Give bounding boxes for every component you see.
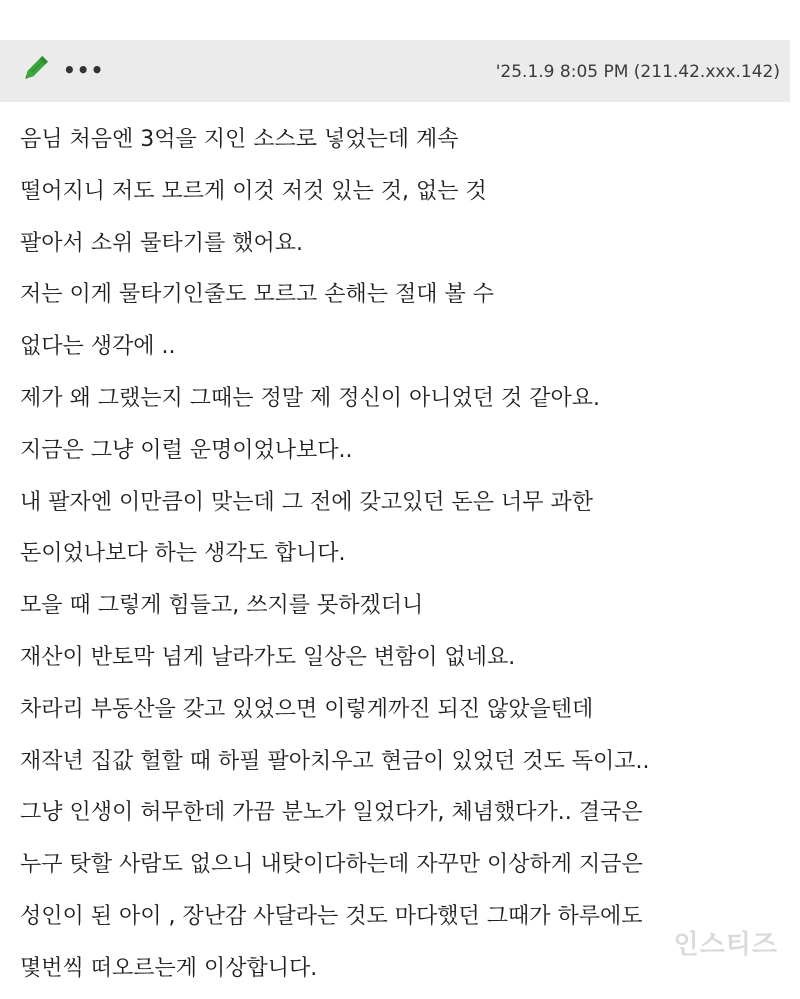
post-line: 돈이었나보다 하는 생각도 합니다. (20, 541, 346, 567)
post-line: 음님 처음엔 3억을 지인 소스로 넣었는데 계속 (20, 127, 459, 152)
more-options-button[interactable]: ••• (63, 58, 105, 82)
post-line: 없다는 생각에 .. (20, 334, 176, 360)
post-line: 내 팔자엔 이만큼이 맞는데 그 전에 갖고있던 돈은 너무 과한 (20, 489, 593, 515)
post-line: 성인이 된 아이 , 장난감 사달라는 것도 마다했던 그때가 하루에도 (20, 903, 643, 929)
post-line: 재작년 집값 헐할 때 하필 팔아치우고 현금이 있었던 것도 독이고.. (20, 748, 650, 774)
post-line: 그냥 인생이 허무한데 가끔 분노가 일었다가, 체념했다가.. 결국은 (20, 800, 643, 826)
top-spacer (0, 0, 800, 40)
pencil-icon[interactable] (18, 50, 54, 86)
post-line: 떨어지니 저도 모르게 이것 저것 있는 것, 없는 것 (20, 178, 487, 204)
post-line: 지금은 그냥 이럴 운명이었나보다.. (20, 437, 353, 463)
post-line: 제가 왜 그랬는지 그때는 정말 제 정신이 아니었던 것 같아요. (20, 385, 600, 411)
post-timestamp: '25.1.9 8:05 PM (211.42.xxx.142) (495, 62, 780, 82)
post-line: 팔아서 소위 물타기를 했어요. (20, 230, 303, 256)
post-line: 누구 탓할 사람도 없으니 내탓이다하는데 자꾸만 이상하게 지금은 (20, 852, 643, 878)
post-line: 차라리 부동산을 갖고 있었으면 이렇게까진 되진 않았을텐데 (20, 696, 594, 722)
post-line: 저는 이게 물타기인줄도 모르고 손해는 절대 볼 수 (20, 282, 494, 308)
post-line: 몇번씩 떠오르는게 이상합니다. (20, 955, 318, 981)
post-body (20, 118, 780, 999)
site-watermark: 인스티즈 (673, 930, 778, 960)
post-line: 모을 때 그렇게 힘들고, 쓰지를 못하겠더니 (20, 593, 424, 619)
post-line: 재산이 반토막 넘게 날라가도 일상은 변함이 없네요. (20, 644, 516, 670)
